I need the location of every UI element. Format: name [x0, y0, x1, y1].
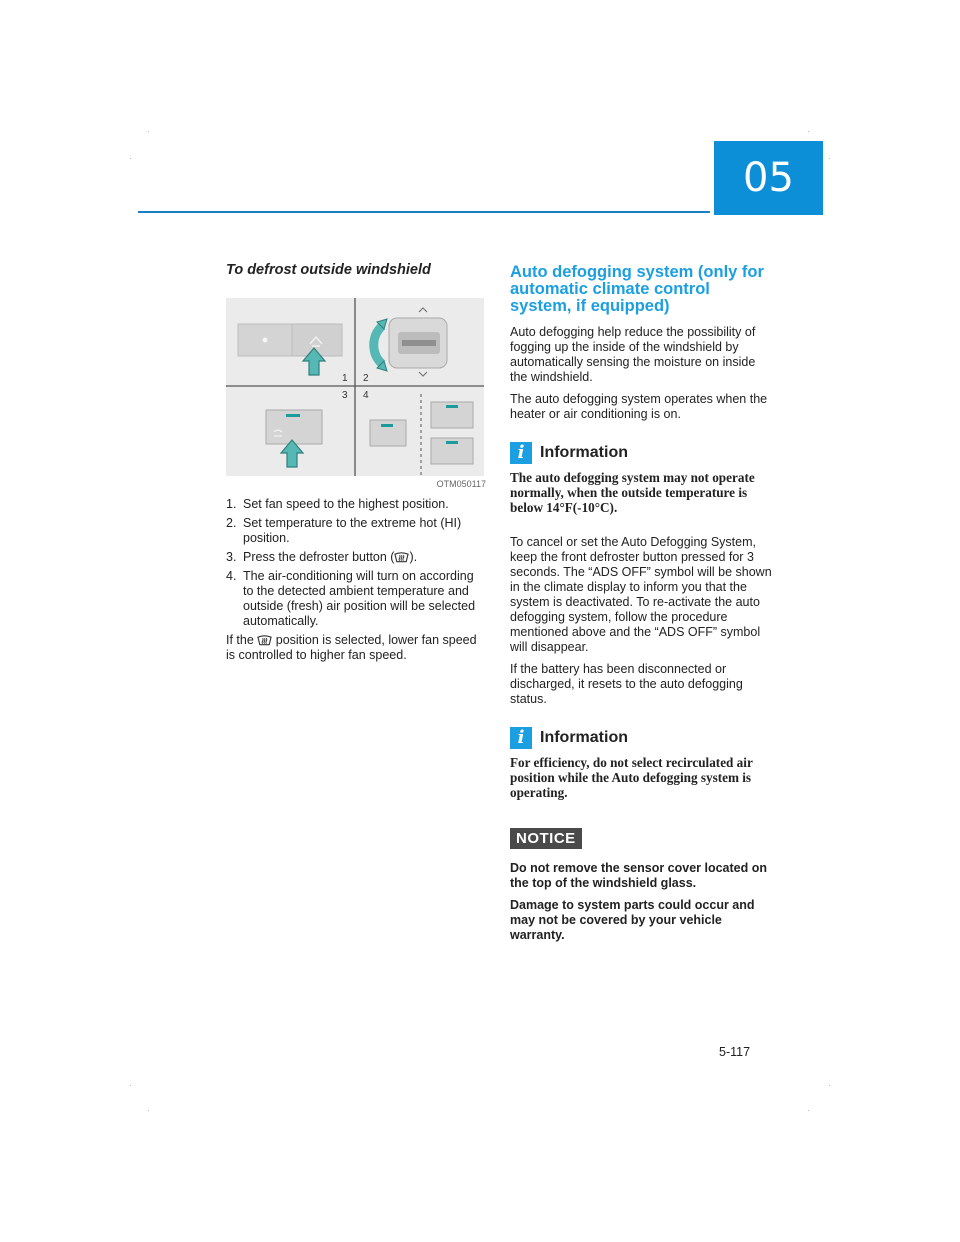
defroster-figure: [226, 298, 484, 476]
crop-mark: [808, 1110, 809, 1111]
paragraph: If the battery has been disconnected or discharged, it resets to the auto defogging status.: [510, 662, 743, 706]
notice-text: Damage to system parts could occur and may not be covered by your vehicle warranty.: [510, 898, 755, 942]
chapter-tab: 05: [714, 141, 823, 215]
crop-mark: [829, 1085, 830, 1086]
list-item: [226, 569, 486, 629]
figure-label-2: 2: [363, 373, 369, 384]
step-number: 3.: [226, 550, 237, 564]
information-body: The auto defogging system may not operate normally, when the outside temperature is below 14°F(-10°C).: [510, 470, 755, 515]
crop-mark: [130, 1085, 131, 1086]
figure-label-1: 1: [342, 373, 348, 384]
info-icon: i: [510, 442, 532, 464]
notice-text: Do not remove the sensor cover located on the top of the windshield glass.: [510, 861, 768, 890]
step-text-before: Press the defroster button (: [243, 550, 395, 564]
step-text: The air-conditioning will turn on according to the detected ambient temperature and outside (fresh) air position will be selected automatically.: [243, 569, 476, 628]
right-column: [510, 262, 772, 950]
defroster-illustration: [226, 298, 484, 476]
header-rule: [138, 211, 710, 213]
step-text: Set temperature to the extreme hot (HI) position.: [243, 516, 462, 545]
figure-label-3: 3: [342, 390, 348, 401]
list-item: [226, 516, 486, 546]
step-text-after: ).: [409, 550, 418, 564]
section-title: Auto defogging system (only for automatic climate control system, if equipped): [510, 263, 764, 315]
crop-mark: [148, 131, 149, 132]
left-column: [226, 262, 486, 670]
information-heading: [510, 727, 772, 749]
defrost-note: [226, 633, 486, 663]
crop-mark: [808, 131, 809, 132]
note-text-after: position is selected, lower fan speed is controlled to higher fan speed.: [226, 633, 477, 662]
front-defrost-icon: [394, 551, 409, 563]
note-text-before: If the: [226, 633, 258, 647]
paragraph: The auto defogging system operates when the heater or air conditioning is on.: [510, 392, 768, 421]
steps-list: [226, 497, 486, 629]
list-item: [226, 550, 486, 565]
figure-label-4: 4: [363, 390, 369, 401]
figure-code: OTM050117: [436, 479, 486, 489]
information-body: For efficiency, do not select recirculated air position while the Auto defogging system is operating.: [510, 755, 753, 800]
section-subheading: To defrost outside windshield: [226, 262, 431, 278]
information-title: Information: [540, 729, 628, 746]
paragraph: To cancel or set the Auto Defogging System, keep the front defroster button pressed for 3 seconds. The “ADS OFF” symbol will be shown in the climate display to inform you that the system is deactivated. To re-activate the auto defogging system, follow the procedure mentioned above and the “ADS OFF” symbol will disappear.: [510, 535, 772, 654]
list-item: [226, 497, 486, 512]
info-icon: i: [510, 727, 532, 749]
step-number: 4.: [226, 569, 237, 583]
step-number: 1.: [226, 497, 237, 511]
step-text: Set fan speed to the highest position.: [243, 497, 449, 511]
crop-mark: [130, 158, 131, 159]
crop-mark: [829, 158, 830, 159]
information-heading: [510, 442, 772, 464]
front-defrost-icon: [257, 634, 272, 646]
page-number: 5-117: [719, 1045, 751, 1059]
information-title: Information: [540, 444, 628, 461]
crop-mark: [148, 1110, 149, 1111]
notice-badge: NOTICE: [510, 828, 582, 849]
step-number: 2.: [226, 516, 237, 530]
paragraph: Auto defogging help reduce the possibility of fogging up the inside of the windshield by automatically sensing the moisture on inside the windshield.: [510, 325, 756, 384]
